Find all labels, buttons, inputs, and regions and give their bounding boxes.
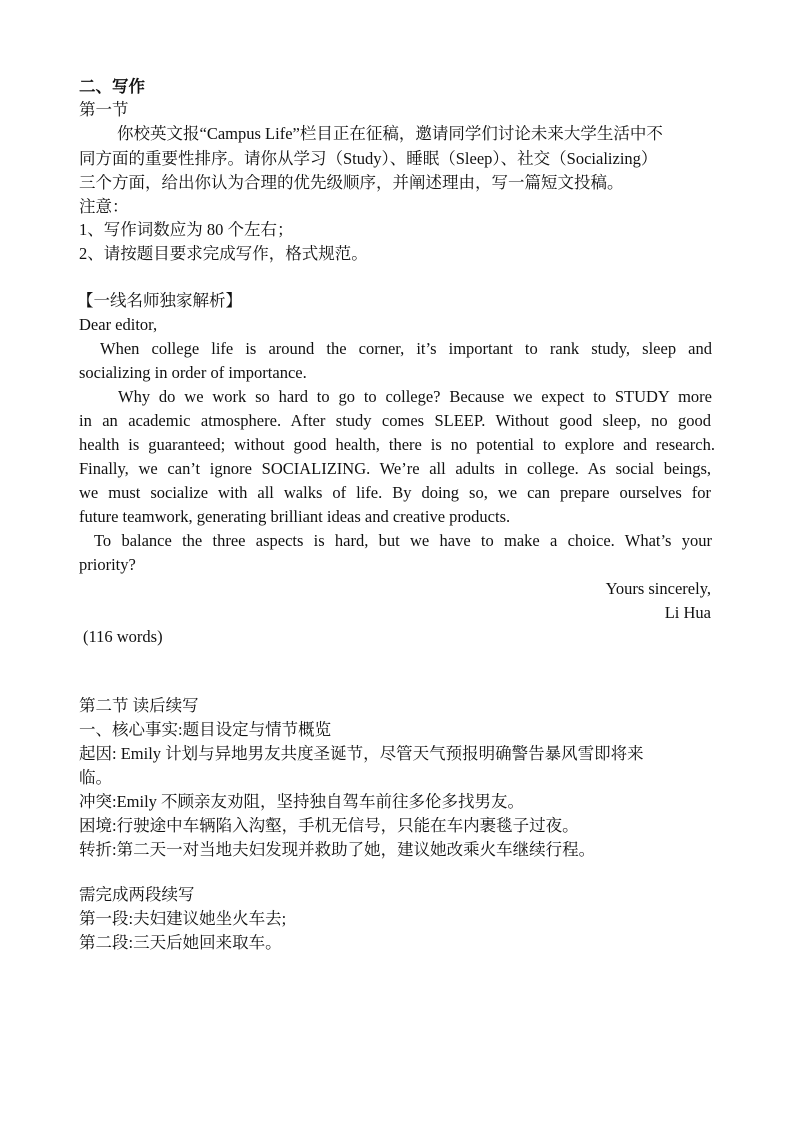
prompt-line: 三个方面，给出你认为合理的优先级顺序，并阐述理由，写一篇短文投稿。: [79, 173, 624, 192]
facts-title: 一、核心事实:题目设定与情节概览: [79, 720, 332, 739]
task-item: 第二段:三天后她回来取车。: [79, 933, 282, 952]
body-line: in an academic atmosphere. After study comes SLEEP. Without good sleep, no good: [79, 411, 711, 430]
note-item: 1、写作词数应为 80 个左右；: [79, 220, 294, 239]
cause-line: 起因: Emily 计划与异地男友共度圣诞节，尽管天气预报明确警告暴风雪即将来: [79, 744, 644, 763]
section-title: 二、写作: [79, 77, 145, 96]
prompt-line: 你校英文报“Campus Life”栏目正在征稿，邀请同学们讨论未来大学生活中不: [117, 124, 663, 143]
signature: Li Hua: [664, 603, 711, 622]
prompt-line: 同方面的重要性排序。请你从学习（Study）、睡眠（Sleep）、社交（Socializing）: [79, 149, 658, 168]
task-title: 需完成两段续写: [79, 885, 195, 904]
cause-line: 临。: [79, 768, 112, 787]
closing: Yours sincerely,: [605, 579, 711, 598]
task-item: 第一段:夫妇建议她坐火车去;: [79, 909, 287, 928]
conflict-line: 冲突:Emily 不顾亲友劝阻，坚持独自驾车前往多伦多找男友。: [79, 792, 525, 811]
body-line: future teamwork, generating brilliant ideas and creative products.: [79, 507, 511, 526]
note-item: 2、请按题目要求完成写作，格式规范。: [79, 244, 368, 263]
part2-title: 第二节 读后续写: [79, 696, 199, 715]
body-line: priority?: [79, 555, 136, 574]
analysis-heading: 【一线名师独家解析】: [77, 291, 242, 310]
body-line: Why do we work so hard to go to college? Because we expect to STUDY more: [118, 387, 712, 406]
note-label: 注意：: [79, 197, 129, 216]
body-line: To balance the three aspects is hard, but we have to make a choice. What’s your: [94, 531, 712, 550]
dilemma-line: 困境:行驶途中车辆陷入沟壑，手机无信号，只能在车内裹毯子过夜。: [79, 816, 579, 835]
salutation: Dear editor,: [79, 315, 158, 334]
body-line: socializing in order of importance.: [79, 363, 307, 382]
part1-title: 第一节: [79, 100, 129, 119]
body-line: we must socialize with all walks of life. By doing so, we can prepare ourselves for: [79, 483, 711, 502]
body-line: When college life is around the corner, it’s important to rank study, sleep and: [100, 339, 712, 358]
word-count: (116 words): [83, 627, 163, 646]
body-line: health is guaranteed; without good health, there is no potential to explore and research.: [79, 435, 715, 454]
turn-line: 转折:第二天一对当地夫妇发现并救助了她，建议她改乘火车继续行程。: [79, 840, 596, 859]
body-line: Finally, we can’t ignore SOCIALIZING. We’re all adults in college. As social beings,: [79, 459, 711, 478]
